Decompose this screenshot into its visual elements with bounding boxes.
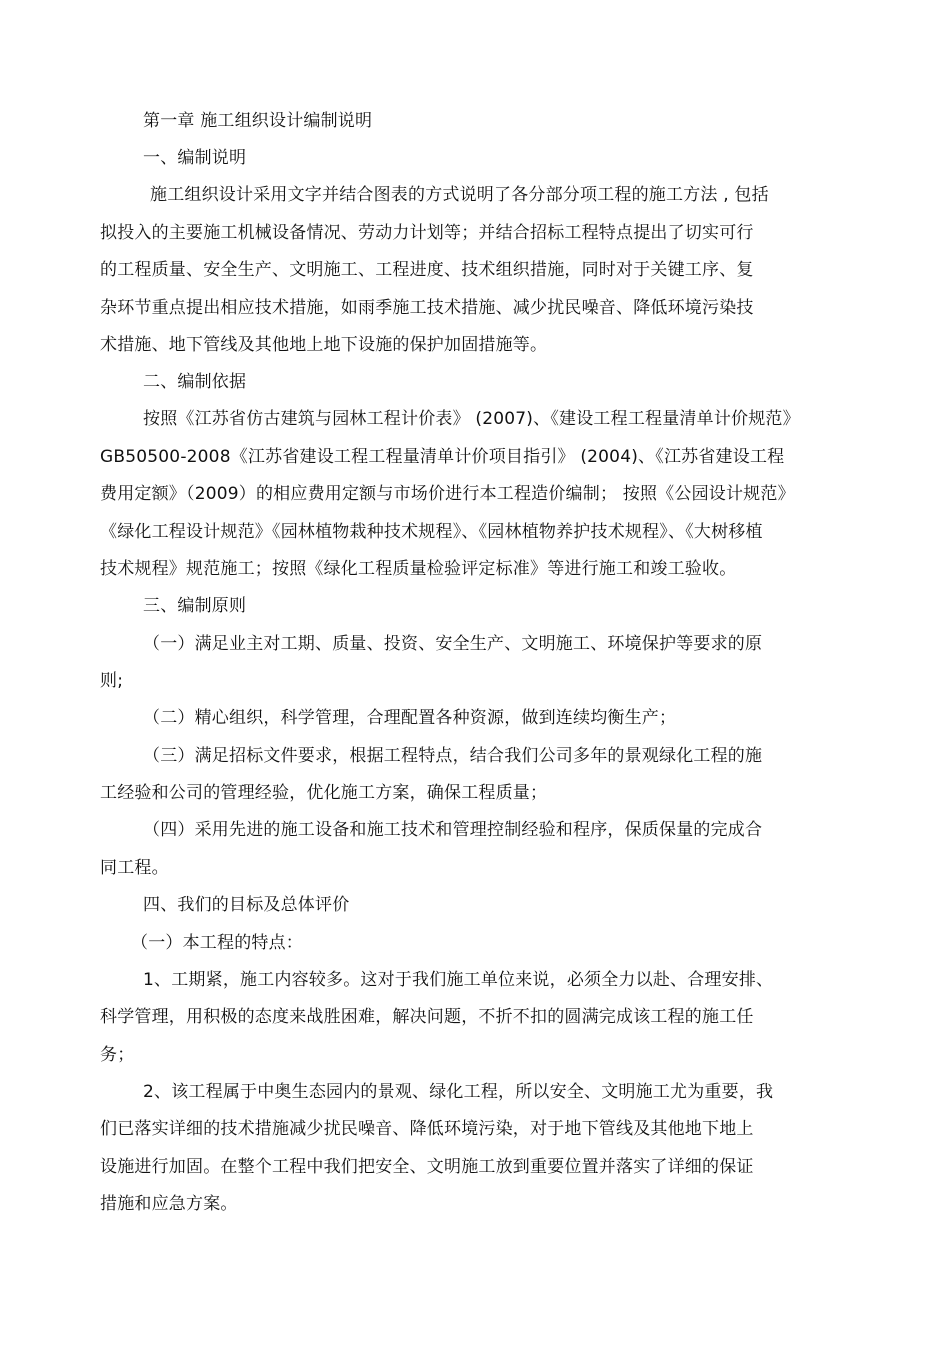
paragraph-line: 的工程质量、安全生产、文明施工、工程进度、技术组织措施，同时对于关键工序、复 — [100, 260, 754, 280]
paragraph-line: （二）精心组织，科学管理，合理配置各种资源，做到连续均衡生产； — [143, 708, 677, 728]
paragraph-line: 措施和应急方案。 — [100, 1194, 238, 1214]
paragraph-line: GB50500-2008《江苏省建设工程工程量清单计价项目指引》 (2004)、《江苏省建设工程 — [100, 447, 785, 467]
paragraph-line: 则; — [100, 671, 124, 691]
paragraph-line: 1、工期紧，施工内容较多。这对于我们施工单位来说，必须全力以赴、合理安排、 — [143, 970, 774, 990]
chapter-title: 第一章 施工组织设计编制说明 — [143, 111, 373, 131]
paragraph-line: 2、该工程属于中奥生态园内的景观、绿化工程，所以安全、文明施工尤为重要，我 — [143, 1082, 774, 1102]
paragraph-line: 费用定额》（2009）的相应费用定额与市场价进行本工程造价编制； 按照《公园设计规范》 — [100, 484, 795, 504]
section-heading: 四、我们的目标及总体评价 — [143, 895, 350, 915]
paragraph-line: （三）满足招标文件要求，根据工程特点，结合我们公司多年的景观绿化工程的施 — [143, 746, 763, 766]
paragraph-line: 同工程。 — [100, 858, 169, 878]
paragraph-line: 科学管理，用积极的态度来战胜困难，解决问题，不折不扣的圆满完成该工程的施工任 — [100, 1007, 754, 1027]
paragraph-line: 们已落实详细的技术措施减少扰民噪音、降低环境污染，对于地下管线及其他地下地上 — [100, 1119, 754, 1139]
paragraph-line: （四）采用先进的施工设备和施工技术和管理控制经验和程序，保质保量的完成合 — [143, 820, 763, 840]
paragraph-line: 设施进行加固。在整个工程中我们把安全、文明施工放到重要位置并落实了详细的保证 — [100, 1157, 754, 1177]
paragraph-line: 《绿化工程设计规范》《园林植物栽种技术规程》、《园林植物养护技术规程》、《大树移植 — [100, 522, 763, 542]
paragraph-line: 施工组织设计采用文字并结合图表的方式说明了各分部分项工程的施工方法 , 包括 — [150, 185, 769, 205]
paragraph-line: 按照《江苏省仿古建筑与园林工程计价表》 (2007)、《建设工程工程量清单计价规范》 — [143, 409, 800, 429]
section-heading: 三、编制原则 — [143, 596, 247, 616]
paragraph-line: （一）本工程的特点： — [131, 933, 303, 953]
paragraph-line: 杂环节重点提出相应技术措施，如雨季施工技术措施、减少扰民噪音、降低环境污染技 — [100, 298, 754, 318]
section-heading: 二、编制依据 — [143, 372, 247, 392]
paragraph-line: 工经验和公司的管理经验，优化施工方案，确保工程质量； — [100, 783, 548, 803]
paragraph-line: 术措施、地下管线及其他地上地下设施的保护加固措施等。 — [100, 335, 548, 355]
paragraph-line: 务； — [100, 1045, 135, 1065]
paragraph-line: （一）满足业主对工期、质量、投资、安全生产、文明施工、环境保护等要求的原 — [143, 634, 763, 654]
paragraph-line: 拟投入的主要施工机械设备情况、劳动力计划等；并结合招标工程特点提出了切实可行 — [100, 223, 754, 243]
paragraph-line: 技术规程》规范施工；按照《绿化工程质量检验评定标准》等进行施工和竣工验收。 — [100, 559, 737, 579]
section-heading: 一、编制说明 — [143, 148, 247, 168]
